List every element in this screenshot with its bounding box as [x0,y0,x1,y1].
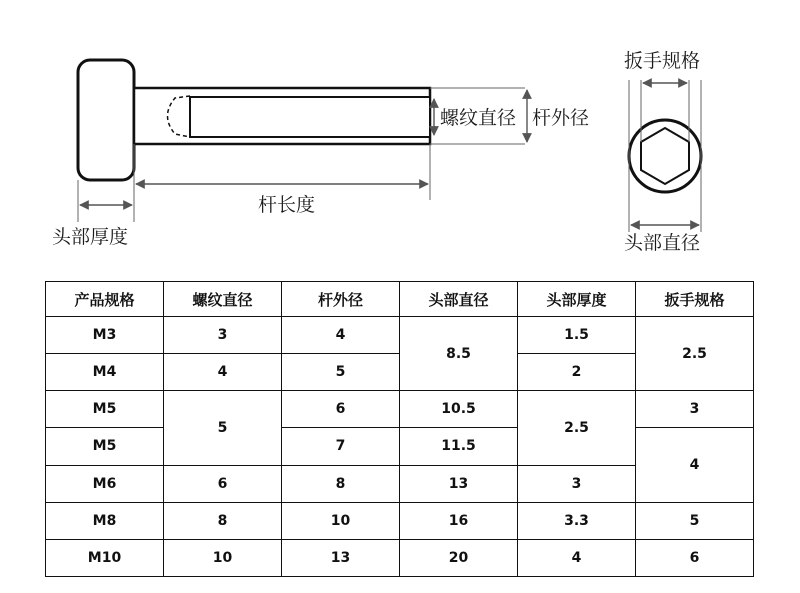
label-wrench-size: 扳手规格 [624,50,701,72]
header-shank-diameter: 杆外径 [282,282,400,317]
table-header-row [46,282,754,317]
cell-head-thk: 4 [518,539,636,576]
cell-head-thk: 2 [518,354,636,391]
cell-shank: 8 [282,465,400,502]
cell-shank: 5 [282,354,400,391]
label-head-diameter: 头部直径 [624,232,701,254]
cell-head-dia: 20 [400,539,518,576]
cell-head-thk: 2.5 [518,391,636,465]
header-thread-diameter: 螺纹直径 [164,282,282,317]
cell-head-thk: 1.5 [518,317,636,354]
cell-thread: 8 [164,502,282,539]
cell-wrench: 4 [636,428,754,502]
header-head-diameter: 头部直径 [400,282,518,317]
table-row [46,391,754,428]
cell-spec: M5 [46,391,164,428]
cell-head-dia: 13 [400,465,518,502]
header-wrench-size: 扳手规格 [636,282,754,317]
screw-thread [190,97,430,137]
cell-shank: 7 [282,428,400,465]
cell-spec: M8 [46,502,164,539]
cell-spec: M5 [46,428,164,465]
cell-shank: 13 [282,539,400,576]
label-shank-length: 杆长度 [258,194,316,216]
spec-table [45,281,754,577]
cell-thread: 5 [164,391,282,465]
cell-head-dia: 10.5 [400,391,518,428]
cell-thread: 10 [164,539,282,576]
cell-shank: 6 [282,391,400,428]
label-head-thickness: 头部厚度 [52,226,129,248]
cell-spec: M6 [46,465,164,502]
cell-wrench: 3 [636,391,754,428]
cell-head-dia: 16 [400,502,518,539]
cell-shank: 10 [282,502,400,539]
table-row [46,317,754,354]
screw-head [78,60,134,180]
cell-spec: M4 [46,354,164,391]
cell-wrench: 6 [636,539,754,576]
cell-shank: 4 [282,317,400,354]
cell-thread: 4 [164,354,282,391]
header-head-thickness: 头部厚度 [518,282,636,317]
table-row [46,539,754,576]
cell-head-thk: 3.3 [518,502,636,539]
cell-wrench: 2.5 [636,317,754,391]
table-row [46,502,754,539]
label-shank-diameter: 杆外径 [532,107,590,129]
cell-head-dia: 8.5 [400,317,518,391]
screw-diagram [0,0,800,270]
cell-head-dia: 11.5 [400,428,518,465]
cell-thread: 3 [164,317,282,354]
cell-head-thk: 3 [518,465,636,502]
table-row [46,428,754,465]
cell-spec: M3 [46,317,164,354]
label-thread-diameter: 螺纹直径 [440,107,517,129]
cell-thread: 6 [164,465,282,502]
cell-spec: M10 [46,539,164,576]
cell-wrench: 5 [636,502,754,539]
header-spec: 产品规格 [46,282,164,317]
